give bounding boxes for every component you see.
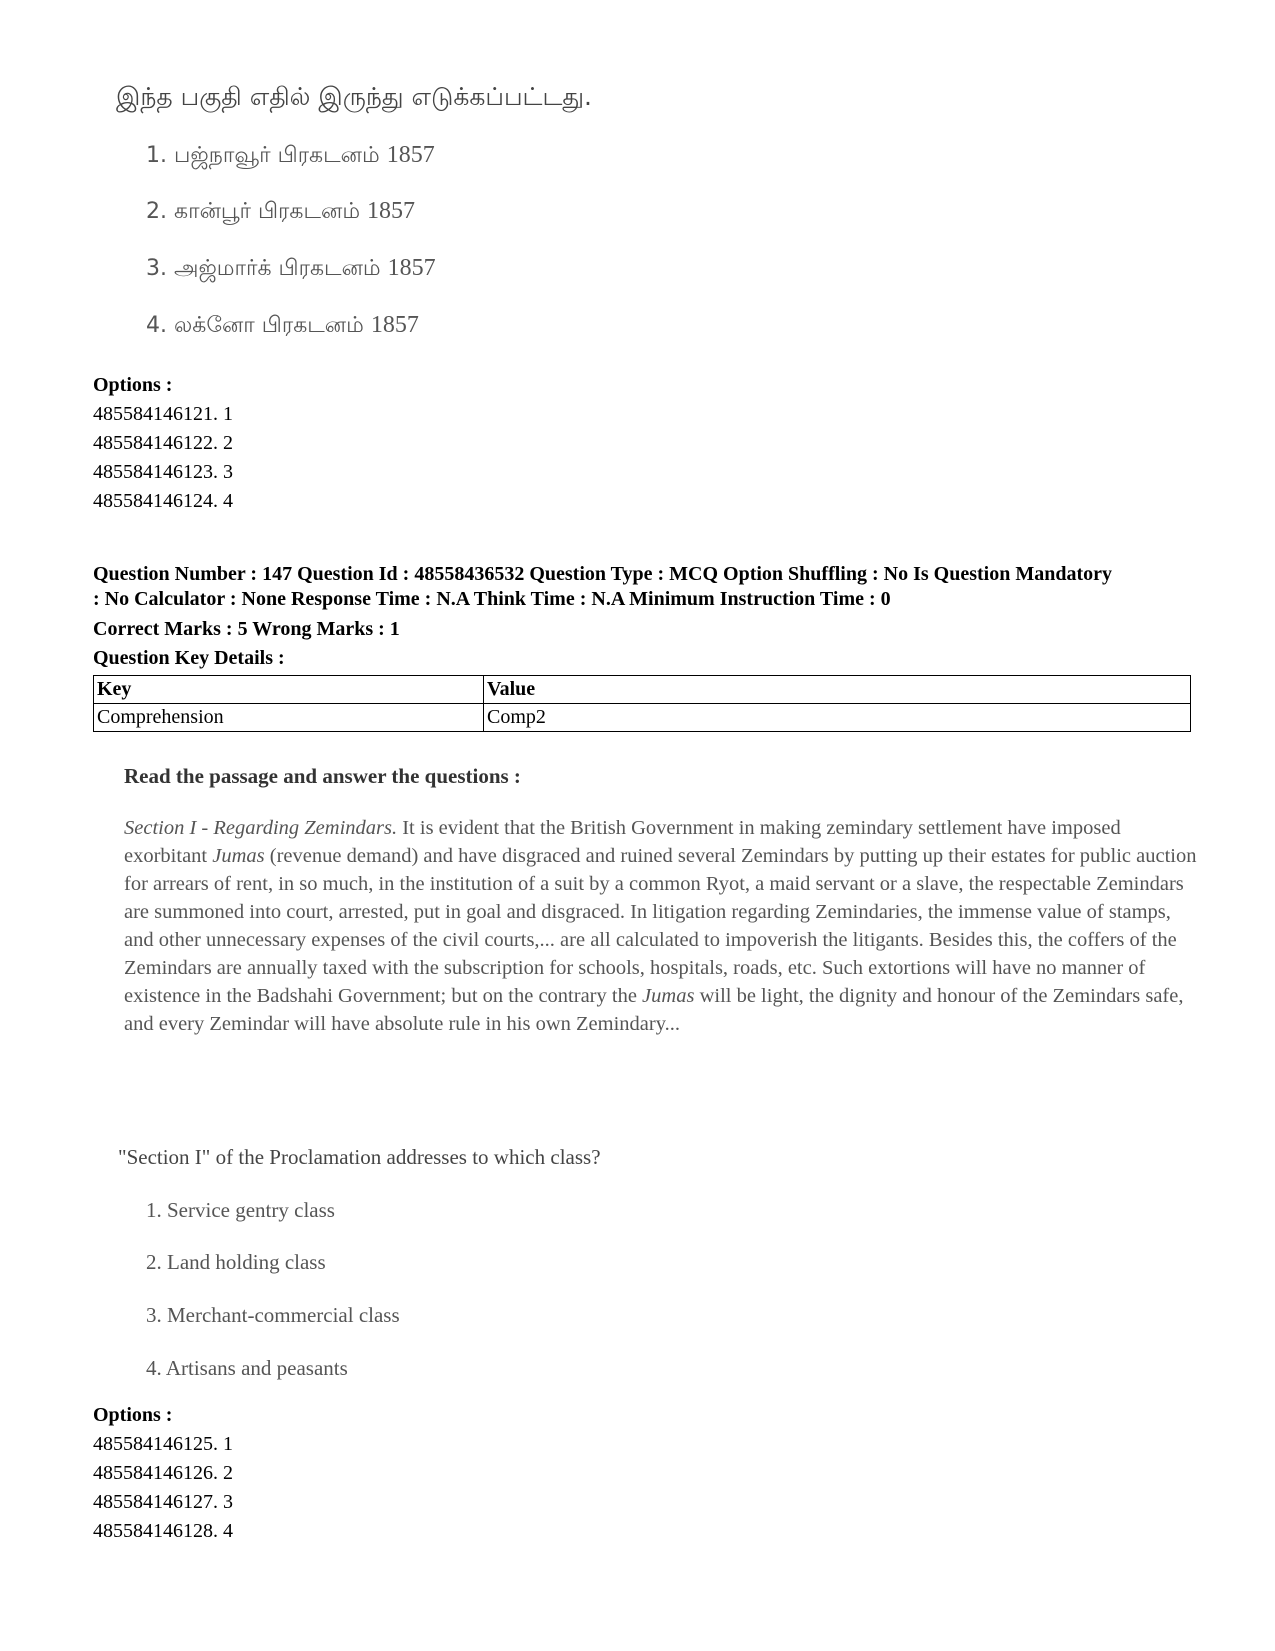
english-option-4: 4. Artisans and peasants — [146, 1356, 348, 1380]
tamil-option-year: 1857 — [387, 255, 436, 281]
table-cell-value: Comp2 — [484, 704, 1191, 732]
table-cell-key: Comprehension — [94, 704, 484, 732]
passage-jumas-2: Jumas — [642, 985, 695, 1007]
table-header-key: Key — [94, 676, 484, 704]
question-meta — [93, 562, 1193, 612]
tamil-option-text: பஜ்நாவூர் பிரகடனம் — [174, 143, 380, 168]
key-details-table — [93, 675, 1191, 732]
option-line: 485584146121. 1 — [93, 403, 233, 425]
english-question-prompt: "Section I" of the Proclamation addresses to which class? — [118, 1145, 601, 1169]
tamil-option-text: லக்னோ பிரகடனம் — [174, 313, 364, 338]
option-line: 485584146122. 2 — [93, 432, 233, 454]
table-header-row — [94, 676, 1191, 704]
tamil-option-4 — [146, 312, 419, 341]
table-header-value: Value — [484, 676, 1191, 704]
option-line: 485584146123. 3 — [93, 461, 233, 483]
tamil-option-2 — [146, 198, 415, 227]
tamil-question-prompt: இந்த பகுதி எதில் இருந்து எடுக்கப்பட்டது. — [116, 82, 592, 111]
tamil-option-year: 1857 — [386, 142, 435, 168]
english-option-1: 1. Service gentry class — [146, 1198, 335, 1222]
question-meta-line2: : No Calculator : None Response Time : N.A Think Time : N.A Minimum Instruction Time : 0 — [93, 588, 891, 610]
table-row — [94, 704, 1191, 732]
tamil-option-1 — [146, 142, 435, 171]
tamil-option-num: 3. — [146, 256, 167, 281]
tamil-option-year: 1857 — [367, 198, 416, 224]
tamil-option-year: 1857 — [370, 312, 419, 338]
option-line: 485584146126. 2 — [93, 1462, 233, 1484]
option-line: 485584146125. 1 — [93, 1433, 233, 1455]
passage-body — [124, 814, 1199, 1038]
tamil-option-3 — [146, 255, 436, 284]
option-line: 485584146127. 3 — [93, 1491, 233, 1513]
marks-line: Correct Marks : 5 Wrong Marks : 1 — [93, 618, 400, 640]
option-line: 485584146128. 4 — [93, 1520, 233, 1542]
tamil-option-num: 1. — [146, 143, 167, 168]
tamil-option-num: 2. — [146, 199, 167, 224]
passage-jumas-1: Jumas — [212, 845, 265, 867]
passage-section-label: Section I - Regarding Zemindars. — [124, 817, 398, 839]
tamil-option-num: 4. — [146, 313, 167, 338]
passage-title: Read the passage and answer the questions : — [124, 764, 521, 788]
question-meta-line1: Question Number : 147 Question Id : 48558436532 Question Type : MCQ Option Shuffling : No Is Question Mandatory — [93, 563, 1112, 585]
passage-text-3: will be light, the dignity and honour of the Zemindars safe, and every Zemindar will have absolute rule in his own Zemindary... — [124, 985, 1184, 1035]
options-label-1: Options : — [93, 374, 173, 396]
key-details-label: Question Key Details : — [93, 647, 285, 669]
english-option-2: 2. Land holding class — [146, 1250, 326, 1274]
passage-text-1: It is evident that the British Government in making zemindary settlement have imposed exorbitant — [124, 817, 1121, 867]
options-label-2: Options : — [93, 1404, 173, 1426]
tamil-option-text: கான்பூர் பிரகடனம் — [174, 199, 361, 224]
english-option-3: 3. Merchant-commercial class — [146, 1303, 400, 1327]
option-line: 485584146124. 4 — [93, 490, 233, 512]
passage-text-2: (revenue demand) and have disgraced and ruined several Zemindars by putting up their estates for public auction for arrears of rent, in so much, in the institution of a suit by a common Ryot, a maid servant or a slave, the respectable Zemindars are summoned into court, arrested, put in goal and disgraced. In litigation regarding Zemindaries, the immense value of stamps, and other unnecessary expenses of the civil courts,... are all calculated to impoverish the litigants. Besides this, the coffers of the Zemindars are annually taxed with the subscription for schools, hospitals, roads, etc. Such extortions will have no manner of existence in the Badshahi Government; but on the contrary the — [124, 845, 1197, 1007]
tamil-option-text: அஜ்மார்க் பிரகடனம் — [174, 256, 381, 281]
